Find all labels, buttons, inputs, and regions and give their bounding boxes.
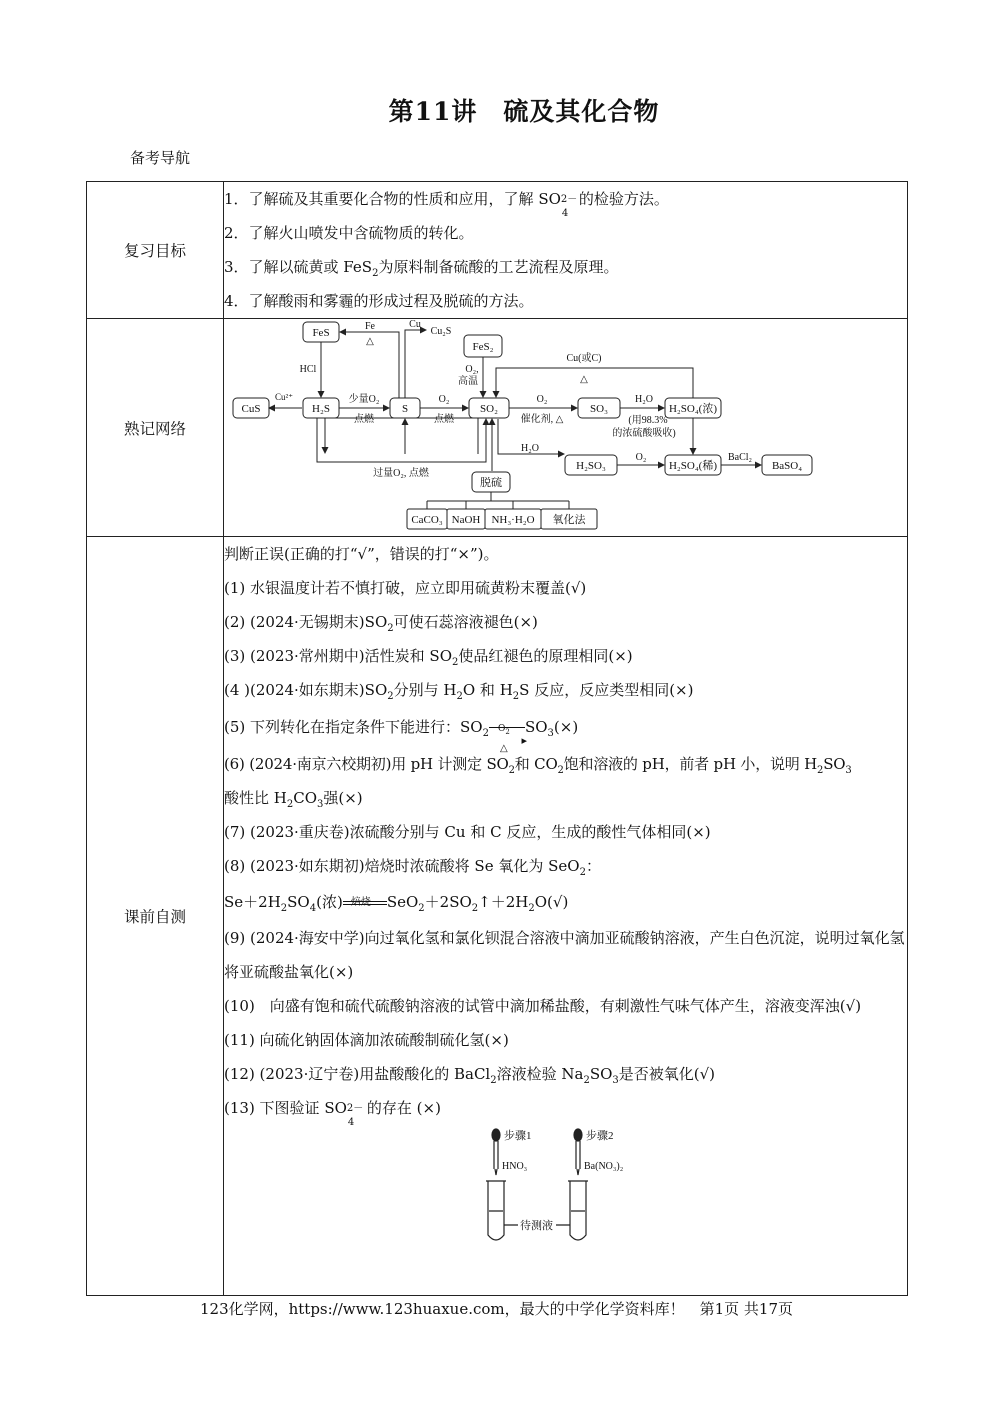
step1-label: 步骤1 [504,1130,532,1142]
label-absorb-2: 的浓硫酸吸收) [612,427,676,439]
quiz-item: (5) 下列转化在指定条件下能进行：$SO_2$ $O_2$ ▸ △ $SO_3(\times)$ [224,718,579,754]
sulfur-network-diagram [224,320,908,536]
label-high-temp: 高温 [458,375,478,387]
row-label-network: 熟记网络 [87,319,224,537]
reagent2-label: Ba(NO₃)₂ [584,1161,624,1172]
quiz-item: (8) (2023·如东期初)焙烧时浓硫酸将 Se 氧化为 SeO$_2$： [224,857,601,878]
label-fe: Fe [365,320,375,332]
node-so2: SO₂ [480,402,498,415]
label-h2o-a: H₂O [635,393,653,405]
table-row-quiz [87,537,908,1296]
table-row-goals [87,182,908,319]
label-catalyst: 催化剂, △ [520,413,564,425]
goal-item: 1．了解硫及其重要化合物的性质和应用，了解 SO 2－ 4 的检验方法。 [224,190,669,219]
node-h2s: H₂S [312,402,330,415]
node-h2so4-dil: H₂SO₄(稀) [668,459,718,472]
quiz-item: (10) 向盛有饱和硫代硫酸钠溶液的试管中滴加稀盐酸，有刺激性气味气体产生，溶液变浑浊(√) [224,997,862,1015]
label-cu2plus: Cu²⁺ [275,391,293,402]
label-o2-b: O₂ [536,393,548,405]
row-label-goals: 复习目标 [87,182,224,319]
step2-label: 步骤2 [586,1130,614,1142]
label-absorb-1: (用98.3% [628,414,668,426]
test-tube-figure [224,1125,907,1247]
label-heat-2: △ [580,373,588,385]
node-caco3: CaCO₃ [411,513,443,526]
label-h2o-b: H₂O [521,442,539,454]
quiz-item: (3) (2023·常州期中)活性炭和 $SO_2$使品红褪色的原理相同(×) [224,647,633,668]
label-cu-or-c: Cu(或C) [566,352,602,364]
table-row-network [87,319,908,537]
reaction-arrow: $O_2$ ▸ △ [489,721,525,735]
quiz-item: (11) 向硫化钠固体滴加浓硫酸制硫化氢(×) [224,1031,509,1049]
test-tube-svg [480,1125,680,1247]
node-naoh: NaOH [451,513,481,526]
node-so3: SO₃ [590,402,608,415]
label-less-o2: 少量O₂ [348,393,380,405]
label-o2-gw: O₂, [465,363,479,375]
quiz-item-cont: 酸性比 $H_2CO_3$强(×) [224,789,363,810]
quiz-content [224,537,908,1296]
page-title: 第11讲 硫及其化合物 [388,97,660,126]
goal-item: 4．了解酸雨和雾霾的形成过程及脱硫的方法。 [224,292,534,310]
sample-label: 待测液 [520,1220,553,1232]
quiz-item: (2) (2024·无锡期末)$SO_2$可使石蕊溶液褪色(×) [224,613,538,634]
quiz-equation: $Se+2H_2SO_4$(浓) 焙烧 $SeO_2+2SO_2↑+2H_2O(√)$ [224,893,569,914]
node-desulf: 脱硫 [480,476,502,489]
label-ignite-1: 点燃 [354,413,374,425]
label-o2-a: O₂ [438,393,450,405]
reaction-equals: 焙烧 [343,896,387,910]
quiz-item: (7) (2023·重庆卷)浓硫酸分别与 Cu 和 C 反应，生成的酸性气体相同(×) [224,823,711,841]
quiz-item: (1) 水银温度计若不慎打破，应立即用硫黄粉末覆盖(√) [224,579,587,597]
reagent1-label: HNO₃ [502,1161,528,1172]
quiz-item: (13) 下图验证 SO 2－ 4 的存在 (×) [224,1099,441,1128]
quiz-item: (12) (2023·辽宁卷)用盐酸酸化的 BaCl$_2$溶液检验 $Na_2SO_3$是否被氧化(√) [224,1065,716,1086]
label-ignite-2: 点燃 [434,413,454,425]
label-excess-o2: 过量O₂, 点燃 [373,467,429,479]
label-heat: △ [366,335,374,347]
node-baso4: BaSO₄ [771,459,803,472]
node-s: S [401,402,409,415]
label-o2-c: O₂ [635,451,647,463]
label-cu: Cu [409,319,421,330]
goal-item: 3．了解以硫黄或 FeS$_2$为原料制备硫酸的工艺流程及原理。 [224,258,619,279]
quiz-item: (6) (2024·南京六校期初)用 pH 计测定 $SO_2$和 $CO_2$饱和溶液的 pH，前者 pH 小，说明 $H_2SO_3$ [224,755,852,776]
label-bacl2: BaCl₂ [727,451,753,463]
quiz-item: (9) (2024·海安中学)向过氧化氢和氯化钡混合溶液中滴加亚硫酸钠溶液，产生白色沉淀，说明过氧化氢将亚硫酸盐氧化(×) [224,929,905,981]
node-cus: CuS [241,402,261,415]
quiz-intro: 判断正误(正确的打“√”，错误的打“×”)。 [224,545,499,563]
quiz-item: (4 )(2024·如东期末)$SO_2$分别与 $H_2O$ 和 $H_2S$ 反应，反应类型相同(×) [224,681,694,702]
goal-item: 2．了解火山喷发中含硫物质的转化。 [224,224,474,242]
row-label-quiz: 课前自测 [87,537,224,1296]
study-guide-table [86,181,908,1296]
section-heading: 备考导航 [130,149,191,167]
node-fes2: FeS₂ [472,340,494,353]
label-cu2s: Cu₂S [430,325,452,337]
node-oxidation: 氧化法 [552,513,586,526]
goals-content [224,182,908,319]
node-h2so4-conc: H₂SO₄(浓) [668,402,718,415]
page-footer: 123化学网，https://www.123huaxue.com，最大的中学化学资料库！ 第1页 共17页 [199,1300,794,1318]
label-hcl: HCl [299,363,317,375]
node-nh3h2o: NH₃·H₂O [491,513,535,526]
node-fes: FeS [312,326,330,339]
node-h2so3: H₂SO₃ [576,459,606,472]
network-content [224,319,908,537]
